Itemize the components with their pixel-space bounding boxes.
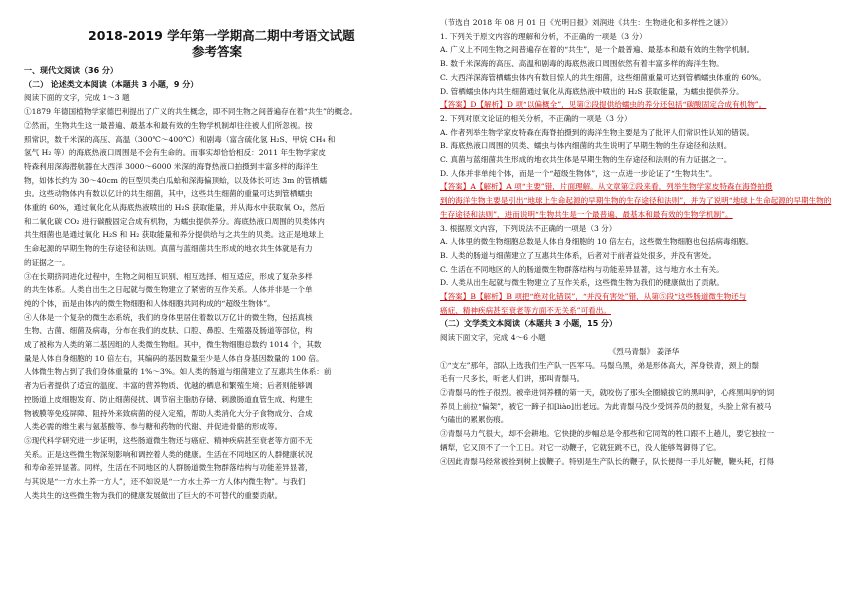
right-text-line: 到的海洋生物主要是引出“地球上生命起源的早期生物的生存途径和法则”，并为了说明“地球上生命起源的早期生物的 xyxy=(440,196,832,206)
left-text-line: 特森利用深海潜航器在大西洋 3000～6000 米深的海脊热液口拍摄到丰富多样的海洋生 xyxy=(24,161,319,171)
right-text-line: 辆犁，它又顶不了一个工日。对它一动鞭子，它就狂跳不已，没人能够驾御得了它。 xyxy=(440,442,721,452)
right-text-line: ②青鬃马的性子很烈。被牵进饲养棚的第一天，就咬伤了那头全圈辕拔它的黑叫驴，心疼黑叫驴的饲 xyxy=(440,387,775,397)
right-text-block xyxy=(440,16,848,468)
left-text-line: 阅读下面的文字，完成 1～3 题 xyxy=(24,93,130,103)
right-text-line: 1. 下列关于原文内容的理解和分析，不正确的一项是（3 分） xyxy=(440,31,647,41)
right-text-line: C. 大西洋深海管栖蠕虫体内有数目惊人的共生细菌，这些细菌重量可达到管栖蠕虫体重的 60%。 xyxy=(440,72,766,82)
right-text-line: C. 真菌与蓝细菌共生形成的地衣共生体是早期生物的生存途径和法则的有力证据之一。 xyxy=(440,155,732,165)
left-text-line: 氢气 H₂ 等）的海底热液口周围是不会有生命的。而事实却恰恰相反：2011 年生物学家皮 xyxy=(24,148,327,158)
left-text-line: 物，如体长约为 30～40cm 的巨型贝类白瓜蛤和深海偏顶蛤，以及体长可达 3m 的管栖蠕 xyxy=(24,175,328,185)
left-text-line: 控肠道上皮细胞发育、防止细菌侵扰、调节宿主脂肪存储、刺激肠道血管生成、构建生 xyxy=(24,394,313,404)
left-text-line: 的证据之一。 xyxy=(24,257,70,267)
right-text-line: （二）文学类文本阅读（本题共 3 小题，15 分） xyxy=(440,319,618,329)
left-text-line: 量是人体自身细胞的 10 倍左右，其编码的基因数量至少是人体自身基因数量的 100 倍。 xyxy=(24,353,324,363)
left-text-line: 物被膜等免疫屏障、阻持外来致病菌的侵入定殖，帮助人类消化大分子食物成分、合成 xyxy=(24,408,313,418)
left-text-block xyxy=(24,64,416,503)
left-text-line: 关系。正是这些微生物深刻影响和调控着人类的健康。生活在不同地区的人群健康状况 xyxy=(24,449,313,459)
left-text-line: 一、现代文阅读（36 分） xyxy=(24,66,118,75)
left-text-line: 虫。这些动物体内有数以亿计的共生细菌，其中，这些共生细菌的重量可达到管栖蠕虫 xyxy=(24,189,313,199)
right-text-line: 【答案】A【解析】A 项“主要”错，片面理解。从文章第②段来看，列举生物学家皮特森在海脊拍摄 xyxy=(440,182,773,192)
right-text-line: 阅读下面文字，完成 4～6 小题 xyxy=(440,333,546,343)
right-text-line: 生存途径和法则”，进而说明“生物共生是一个最普遍、最基本和最有效的生物学机制”。 xyxy=(440,209,733,219)
right-text-line: C. 生活在不同地区的人的肠道微生物群落结构与功能差异显著，这与地方水土有关。 xyxy=(440,264,724,274)
left-text-line: 照常识，数千米深的高压、高温（300℃～400℃）和剧毒（富含硫化氢 H₂S、甲烷 CH₄ 和 xyxy=(24,134,336,144)
left-text-line: ③在长期挤同进化过程中，生物之间相互识别、相互选择、相互适应，形成了复杂多样 xyxy=(24,271,313,281)
right-text-line: ③青鬃马力气很大，却不会耕地。它快捷的步幅总是令那些和它同驾的牲口跟不上趟儿，要它独拉一 xyxy=(440,429,775,439)
left-text-line: （二） 论述类文本阅读（本题共 3 小题，9 分） xyxy=(24,79,199,89)
left-text-line: 共生细菌也是通过氧化 H₂S 和 H₂ 获取能量和养分提供给与之共生的贝类。这正是地球上 xyxy=(24,230,324,240)
left-text-line: ②然而，生物共生这一最普遍、最基本和最有效的生物学机制却往往被人们所忽视。按 xyxy=(24,120,313,130)
left-text-line: ④人体是一个复杂的微生态系统，我们的身体里居住着数以万亿计的微生物，包括真核 xyxy=(24,312,313,322)
right-text-line: B. 人类的肠道与细菌建立了互惠共生体系，后者对于前者益处很多，并没有害处。 xyxy=(440,250,717,260)
left-text-line: 人体微生物占到了我们身体重量的 1%～3%。如人类的肠道与细菌建立了互惠共生体系：前 xyxy=(24,367,332,377)
left-text-line: 的共生体系。人类自出生之日起就与微生物建立了紧密的互作关系。人体并非是一个单 xyxy=(24,285,313,295)
left-text-line: ⑤现代科学研究进一步证明，这些肠道微生物还与癌症、精神疾病甚至衰老等方面不无 xyxy=(24,435,313,445)
right-text-line: D. 人类从出生起就与微生物建立了互作关系，这些微生物为我们的健康做出了贡献。 xyxy=(440,278,725,288)
left-text-line: 和寿命差异显著。同样，生活在不同地区的人群肠道微生物群落结构与功能差异显著， xyxy=(24,463,313,473)
left-text-line: 成了被称为人类的第二基因组的人类微生物组。其中，微生物细胞总数约 1014 个，其数 xyxy=(24,340,322,350)
right-text-line: A. 作者列举生物学家皮特森在海脊拍摄到的海洋生物主要是为了批评人们常识性认知的错误。 xyxy=(440,127,755,137)
left-text-line: 者为后者提供了适宜的温度、丰富的营养物质、优越的栖息和繁殖生境；后者则能够调 xyxy=(24,381,313,391)
left-text-line: 生物、古菌、细菌及病毒，分布在我们的皮肤、口腔、鼻腔、生殖器及肠道等部位，构 xyxy=(24,326,313,336)
left-text-line: 和二氧化碳 CO₂ 进行碳酸固定合成有机物，为蠕虫提供养分。海底热液口周围的贝类体内 xyxy=(24,216,325,226)
right-text-line: B. 海底热液口周围的贝类、蠕虫与体内细菌的共生说明了早期生物的生存途径和法则。 xyxy=(440,141,732,151)
right-text-line: D. 人体并非单纯个体，而是一个“超级生物体”，这一点进一步论证了“生物共生”。 xyxy=(440,168,717,178)
left-text-line: 生命起源的早期生物的生存途径和法则。真菌与蓝细菌共生形成的地衣共生体就是有力 xyxy=(24,244,313,254)
right-text-line: ①“支左”那年，部队上选我们生产队一匹军马。马鬃乌黑，弟是形体高大，浑身铁青，颈上的鬃 xyxy=(440,360,760,370)
left-text-line: 与其说是“一方水土养一方人”，还不如说是“一方水土养一方人体内微生物”。与我们 xyxy=(24,477,306,487)
right-text-line: 养员上前拉“偏架”，被它一蹄子扣[liào]出老远。为此青鬃马没少受饲养员的报复，头脸上常有被马 xyxy=(440,401,772,411)
right-text-line: 毛有一尺多长，听老人们讲，那叫青鬃马。 xyxy=(440,374,585,384)
right-text-line: 【答案】B【解析】B 项把“绝对化错误”，“并没有害处”错，从第⑤段“这些肠道微生物还与 xyxy=(440,292,747,302)
right-text-line: 【答案】D【解析】D 项“以偏概全”，见第②段提供给蠕虫的养分还包括“碳酸固定合成有机物”。 xyxy=(440,100,767,110)
left-text-line: ①1879 年德国植物学家德巴利提出了广义的共生概念，即不同生物之间普遍存在着“共生”的概念。 xyxy=(24,107,358,117)
left-text-line: 体重的 60%，通过氧化化从海底热液喷出的 H₂S 获取能量，并从海水中获取氧 O₂，然后 xyxy=(24,203,326,213)
right-text-line: D. 管栖蠕虫体内共生细菌通过氧化从海底热液中喷出的 H₂S 获取能量，为蠕虫提供养分。 xyxy=(440,86,744,96)
left-text-line: 人类共生的这些微生物为我们的健康发展做出了巨大的不可替代的重要贡献。 xyxy=(24,490,283,500)
right-text-line: 癌症、精神疾病甚至衰老等方面不无关系”可看出。 xyxy=(440,305,611,315)
right-text-line: （节选自 2018 年 08 月 01 日《光明日报》刘润进《共生：生物进化和多样性之谜》） xyxy=(440,18,733,27)
page-title: 2018-2019 学年第一学期高二期中考语文试题 xyxy=(88,28,355,43)
right-text-line: 《烈马青鬃》 姜泽华 xyxy=(608,346,680,356)
right-text-line: 2. 下列对原文论证的相关分析，不正确的一项是（3 分） xyxy=(440,113,632,123)
right-text-line: A. 人体里的微生物细胞总数是人体自身细胞的 10 倍左右，这些微生物细胞也包括病毒细胞。 xyxy=(440,237,754,247)
right-text-line: B. 数千米深海的高压、高温和剧毒的海底热液口周围依然有着丰富多样的海洋生物。 xyxy=(440,59,724,69)
page-subtitle: 参考答案 xyxy=(192,44,243,59)
right-text-line: A. 广义上不同生物之间普遍存在着的“共生”，是一个最普遍、最基本和最有效的生物学机制。 xyxy=(440,45,755,55)
left-text-line: 纯的个体，而是由体内的微生物细胞和人体细胞共同构成的“超级生物体”。 xyxy=(24,298,275,308)
right-text-line: ④因此青鬃马经常被拴到树上拔鞭子。特别是生产队长的鞭子，队长便得一手儿好鞭，鞭头耗，打得 xyxy=(440,456,775,466)
right-text-line: 3. 根据原文内容，下列说法不正确的一项是（3 分） xyxy=(440,223,617,233)
left-text-line: 人类必需的维生素与氨基酸等、参与糖和药物的代谢、并促进骨骼的形成等。 xyxy=(24,422,283,432)
right-text-line: 勺磕出的累累伤痕。 xyxy=(440,415,509,425)
